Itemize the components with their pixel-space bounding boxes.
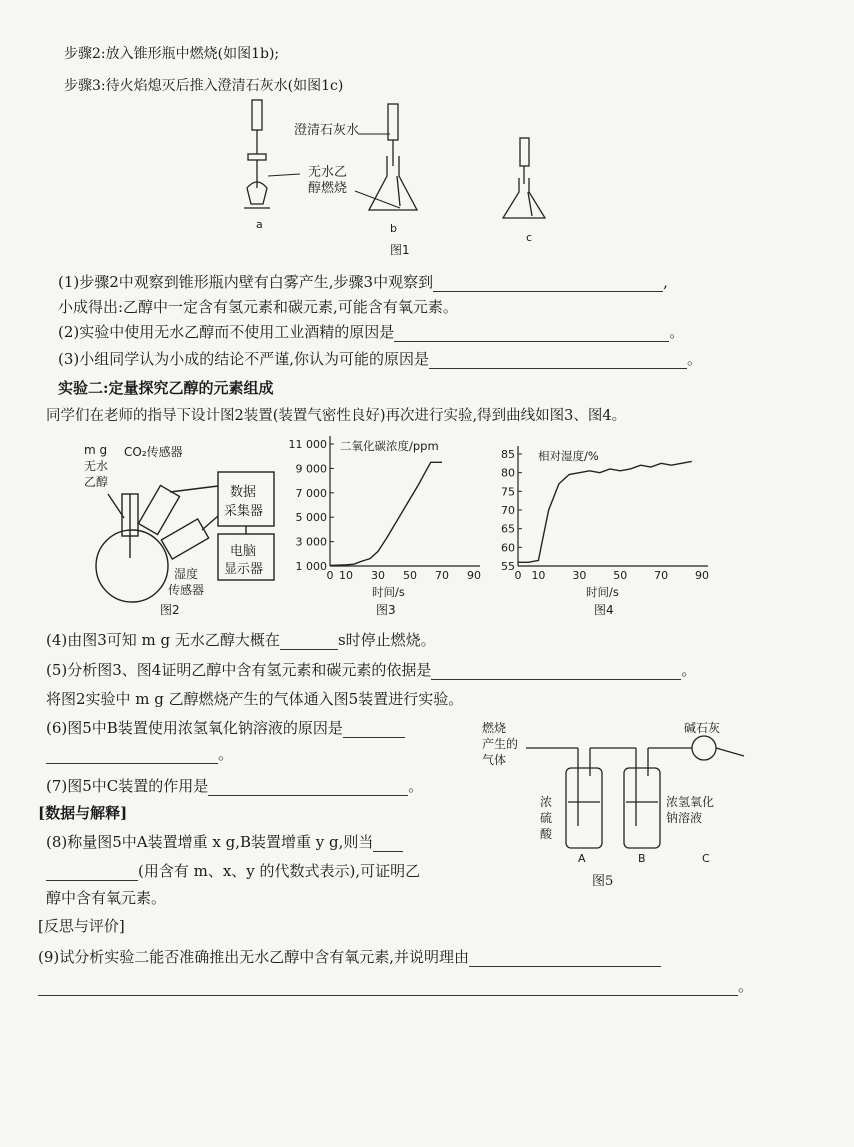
reflect-heading: [反思与评价] — [38, 917, 125, 935]
fig4-x-tick-label: 10 — [531, 569, 546, 582]
figure-3-chart — [278, 436, 490, 620]
fig2-label-co2: CO₂传感器 — [124, 445, 183, 459]
fig5-naoh-2: 钠溶液 — [666, 811, 703, 825]
fig5-gas-1: 燃烧 — [482, 721, 507, 735]
fig4-series-line — [518, 461, 692, 562]
fig5-soda-lime: 碱石灰 — [684, 721, 721, 735]
q6-answer-blank-1[interactable] — [343, 721, 405, 738]
fig1-caption: 图1 — [390, 243, 410, 256]
q6-answer-blank-2[interactable] — [46, 747, 218, 764]
exp2-heading: 实验二:定量探究乙醇的元素组成 — [58, 379, 274, 397]
q1-answer-blank[interactable] — [433, 275, 663, 292]
q7-text: (7)图5中C装置的作用是 — [46, 777, 209, 795]
bottle-a — [566, 768, 602, 848]
fig2-box-data-2: 采集器 — [224, 504, 264, 519]
q2-text: (2)实验中使用无水乙醇而不使用工业酒精的原因是 — [58, 323, 395, 341]
q8-text-2: (用含有 m、x、y 的代数式表示),可证明乙 — [138, 862, 421, 880]
figure-4-chart — [490, 446, 718, 620]
exp2-intro: 同学们在老师的指导下设计图2装置(装置气密性良好)再次进行实验,得到曲线如图3、图4。 — [46, 408, 627, 424]
q2-answer-blank[interactable] — [394, 325, 669, 342]
fig4-x-tick-label: 70 — [654, 569, 669, 582]
fig5-acid-1: 浓 — [540, 795, 553, 809]
q4-text-end: s时停止燃烧。 — [337, 631, 436, 649]
fig4-y-tick-label: 65 — [501, 522, 515, 536]
fig3-x-tick-label: 90 — [467, 569, 481, 582]
apparatus-b — [369, 104, 417, 210]
data-heading: [数据与解释] — [38, 804, 128, 822]
fig4-x-tick-label: 0 — [514, 569, 522, 582]
fig1-sub-c: c — [526, 231, 533, 244]
q9-answer-blank-2[interactable] — [38, 979, 738, 996]
fig4-y-tick-label: 80 — [501, 466, 515, 480]
fig1-label-alcohol-1: 无水乙 — [308, 165, 348, 180]
fig3-ylabel: 二氧化碳浓度/ppm — [340, 439, 439, 453]
fig5-naoh-1: 浓氢氧化 — [666, 795, 715, 809]
fig3-xlabel: 时间/s — [372, 585, 405, 599]
fig2-humidity-1: 湿度 — [174, 567, 199, 581]
soda-lime-tube — [692, 736, 716, 760]
q5-text: (5)分析图3、图4证明乙醇中含有氢元素和碳元素的依据是 — [46, 661, 432, 679]
fig2-humidity-2: 传感器 — [168, 583, 205, 597]
fig4-ylabel: 相对湿度/% — [538, 449, 599, 463]
q7-answer-blank[interactable] — [208, 779, 408, 796]
q6-text: (6)图5中B装置使用浓氢氧化钠溶液的原因是 — [46, 719, 343, 737]
fig5-gas-2: 产生的 — [482, 737, 519, 751]
fig5-caption: 图5 — [592, 874, 614, 889]
q4-text: (4)由图3可知 m g 无水乙醇大概在 — [46, 631, 280, 649]
fig2-box-data-1: 数据 — [230, 485, 257, 500]
fig4-y-tick-label: 55 — [501, 560, 515, 573]
fig2-label-ethanol: 乙醇 — [84, 475, 109, 489]
figure-1 — [230, 96, 580, 256]
fig3-x-tick-label: 50 — [403, 569, 417, 582]
q9-answer-blank-1[interactable] — [469, 950, 661, 967]
round-bottom-flask — [96, 530, 168, 602]
fig4-y-tick-label: 60 — [501, 541, 515, 555]
q9-text: (9)试分析实验二能否准确推出无水乙醇中含有氧元素,并说明理由 — [38, 948, 470, 966]
q3-answer-blank[interactable] — [429, 352, 687, 369]
fig3-x-tick-label: 10 — [339, 569, 353, 582]
fig4-caption: 图4 — [594, 603, 614, 617]
fig4-y-tick-label: 75 — [501, 485, 515, 499]
fig3-x-tick-label: 70 — [435, 569, 449, 582]
q1-conclusion: 小成得出:乙醇中一定含有氢元素和碳元素,可能含有氧元素。 — [58, 298, 458, 316]
fig5-intro: 将图2实验中 m g 乙醇燃烧产生的气体通入图5装置进行实验。 — [46, 690, 464, 708]
fig3-x-tick-label: 30 — [371, 569, 385, 582]
figure-5 — [478, 716, 750, 868]
fig2-caption: 图2 — [160, 603, 180, 617]
q8-text: (8)称量图5中A装置增重 x g,B装置增重 y g,则当 — [46, 833, 374, 851]
fig2-label-anhydrous: 无水 — [84, 459, 109, 473]
q5-answer-blank[interactable] — [431, 663, 681, 680]
figure-2 — [70, 438, 290, 618]
co2-sensor — [138, 485, 179, 534]
fig5-gas-3: 气体 — [482, 753, 507, 767]
fig3-y-tick-label: 7 000 — [295, 486, 327, 500]
fig4-x-tick-label: 30 — [572, 569, 587, 582]
apparatus-a — [244, 100, 270, 208]
fig5-acid-3: 酸 — [540, 827, 553, 841]
fig4-x-tick-label: 50 — [613, 569, 628, 582]
fig1-sub-b: b — [390, 222, 397, 235]
fig3-caption: 图3 — [376, 603, 396, 617]
fig3-series-line — [330, 462, 442, 565]
fig3-x-tick-label: 0 — [326, 569, 334, 582]
step2-text: 步骤2:放入锥形瓶中燃烧(如图1b); — [64, 46, 280, 62]
fig4-x-tick-label: 90 — [695, 569, 709, 582]
fig2-label-mg: m g — [84, 443, 108, 457]
fig1-label-lime: 澄清石灰水 — [294, 123, 360, 138]
fig4-xlabel: 时间/s — [586, 585, 619, 599]
fig3-y-tick-label: 5 000 — [295, 511, 327, 525]
q8-text-3: 醇中含有氧元素。 — [46, 889, 167, 907]
fig3-y-tick-label: 9 000 — [295, 462, 327, 476]
fig4-y-tick-label: 70 — [501, 504, 515, 517]
q3-text: (3)小组同学认为小成的结论不严谨,你认为可能的原因是 — [58, 350, 430, 368]
fig5-acid-2: 硫 — [540, 811, 553, 825]
fig4-y-tick-label: 85 — [501, 448, 515, 461]
fig5-bottle-a: A — [578, 852, 586, 865]
bottle-b — [624, 768, 660, 848]
apparatus-c — [503, 138, 545, 218]
fig5-bottle-b: B — [638, 852, 646, 865]
q1-text: (1)步骤2中观察到锥形瓶内壁有白雾产生,步骤3中观察到 — [58, 273, 434, 291]
fig3-y-tick-label: 11 000 — [288, 438, 327, 451]
q8-answer-blank-1[interactable] — [373, 835, 403, 852]
fig5-bottle-c: C — [702, 852, 710, 865]
step3-text: 步骤3:待火焰熄灭后推入澄清石灰水(如图1c) — [64, 78, 344, 94]
fig1-sub-a: a — [256, 218, 263, 231]
fig1-label-alcohol-2: 醇燃烧 — [308, 181, 348, 196]
q4-answer-blank[interactable] — [280, 633, 338, 650]
fig3-y-tick-label: 3 000 — [295, 535, 327, 549]
q8-answer-blank-2[interactable] — [46, 864, 138, 881]
humidity-sensor — [161, 519, 208, 559]
fig2-box-pc-2: 显示器 — [224, 562, 264, 577]
fig2-box-pc-1: 电脑 — [230, 544, 257, 559]
fig3-y-tick-label: 1 000 — [295, 560, 327, 573]
